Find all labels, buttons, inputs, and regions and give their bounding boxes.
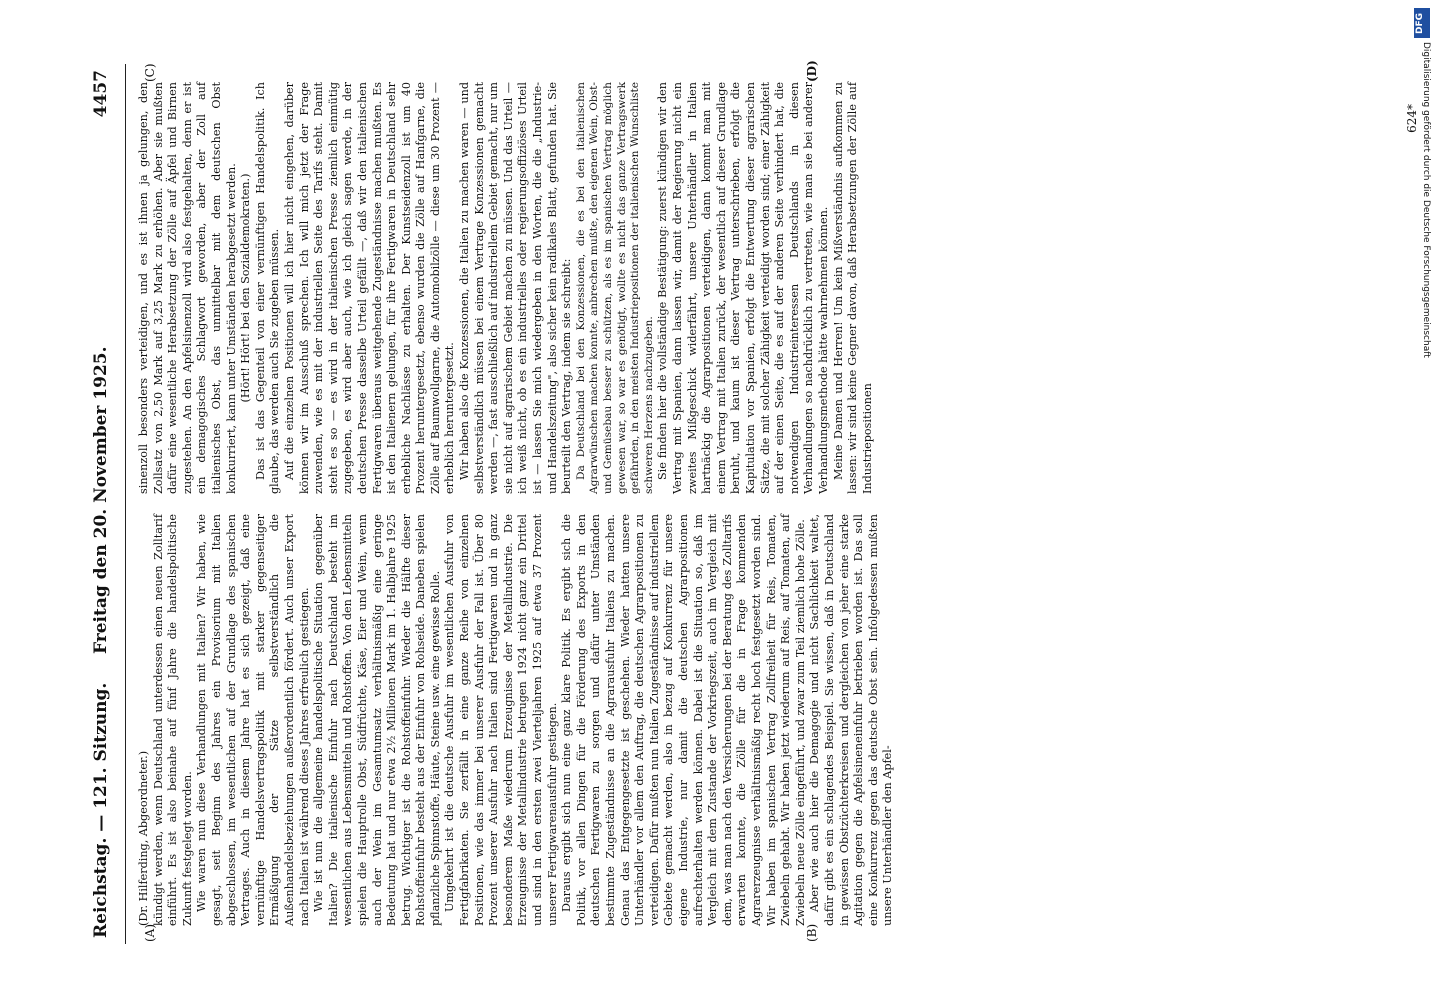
page-number: 4457 xyxy=(91,70,111,118)
paragraph: sinenzoll besonders verteidigen, und es ist ihnen ja gelungen, den Zollsatz von 2,50 Mark auf 3,25 Mark zu erhöhen. Aber sie mußten dafür eine wesentliche Herabsetzung der Zölle auf Äpfel und Birnen zugestehen. An den Apfelsinenzoll wird also festgehalten, denn er ist ein demagogisches Schlagwort geworden, aber der Zoll auf italienisches Obst, das unmittelbar mit dem deutschen Obst konkurriert, kann unter Umständen herabgesetzt werden. xyxy=(137,82,238,494)
margin-mark-b: (B) xyxy=(805,923,819,942)
quotation: Da Deutschland bei den Konzessionen, die es bei den italienischen Agrarwünschen machen konnte, anbrechen mußte, den eigenen Wein, Obst- und Gemüsebau besser zu schützen, als es im spanischen Vertrag möglich gewesen war, so war es genötigt, wollte es nicht das ganze Vertragswerk gefährden, in den meisten Industriepositionen der italienischen Wunschliste schweren Herzens nachzugeben. xyxy=(574,82,655,494)
margin-mark-a: (A) xyxy=(143,923,157,942)
paragraph: Daraus ergibt sich nun eine ganz klare Politik. Es ergibt sich die Politik, vor allen Dingen für die Förderung des Exports in den deutschen Fertigwaren zu sorgen und dafür unter Umständen bestimmte Zugeständnisse an die Agrarausfuhr Italiens zu machen. Genau das Entgegengesetzte ist geschehen. Wieder hatten unsere Unterhändler vor allem den Auftrag, die deutschen Agrarpositionen zu verteidigen. Dafür mußten nun Italien Zugeständnisse auf industriellem Gebiete gemacht werden, also in bezug auf Konkurrenz für unsere eigene Industrie, nur damit die deutschen Agrarpositionen aufrechterhalten werden können. Dabei ist die Situation so, daß im Vergleich mit dem Zustande der Vorkriegszeit, auch im Vergleich mit dem, was man nach den Versicherungen bei der Beratung des Zolltarifs erwarten konnte, die Zölle für die in Frage kommenden Agrarerzeugnisse verhältnismäßig recht hoch festgesetzt worden sind. Wir haben im spanischen Vertrag Zollfreiheit für Reis, Tomaten, Zwiebeln gehabt. Wir haben jetzt wiederum auf Reis, auf Tomaten, auf Zwiebeln neue Zölle eingeführt, und zwar zum Teil ziemlich hohe Zölle. xyxy=(560,514,807,926)
header-date: Freitag den 20. November 1925. xyxy=(91,346,111,654)
paragraph: Meine Damen und Herren! Um kein Mißverständnis aufkommen zu lassen: wir sind keine Gegner davon, daß Herabsetzungen der Zölle auf Industriepositionen xyxy=(831,82,874,494)
header-left: Reichstag. — 121. Sitzung. xyxy=(91,682,111,938)
speaker-line: (Dr. Hilferding, Abgeordneter.) xyxy=(137,750,150,926)
paragraph: Umgekehrt ist die deutsche Ausfuhr im wesentlichen Ausfuhr von Fertigfabrikaten. Sie zerfällt in eine ganze Reihe von einzelnen Positionen, wie das immer bei unserer Ausfuhr der Fall ist. Über 80 Prozent unserer Ausfuhr nach Italien sind Fertigwaren und in ganz besonderem Maße wiederum Erzeugnisse der Metallindustrie. Die Erzeugnisse der Metallindustrie betrugen 1924 nicht ganz ein Drittel und sind in den ersten zwei Vierteljahren 1925 auf etwa 37 Prozent unserer Fertigwarenausfuhr gestiegen. xyxy=(443,514,559,926)
rotated-document-page xyxy=(85,60,1434,944)
left-column xyxy=(137,514,896,926)
dfg-logo: DFG xyxy=(1414,8,1430,38)
right-column xyxy=(137,82,875,494)
page-header xyxy=(85,64,126,944)
signature-mark: 624* xyxy=(1405,104,1419,133)
paragraph: Wie waren nun diese Verhandlungen mit Italien? Wir haben, wie gesagt, seit Beginn des Jahres ein Provisorium mit Italien abgeschlossen, im wesentlichen auf der Grundlage des spanischen Vertrages. Auch in diesem Jahre hat es sich gezeigt, daß eine vernünftige Handelsvertragspolitik mit starker gegenseitiger Ermäßigung der Sätze selbstverständlich die Außenhandelsbeziehungen außerordentlich fördert. Auch unser Export nach Italien ist während dieses Jahres erfreulich gestiegen. xyxy=(195,514,311,926)
dfg-credit: Digitalisierung gefördert durch die Deutsche Forschungsgemeinschaft xyxy=(1421,42,1431,358)
interjection: (Hört! Hört! bei den Sozialdemokraten.) xyxy=(239,173,253,403)
paragraph: Sie finden hier die vollständige Bestätigung: zuerst kündigen wir den Vertrag mit Spanien, dann lassen wir, damit der Regierung nicht ein zweites Mißgeschick widerfährt, unsere Unterhändler in Italien hartnäckig die Agrarpositionen verteidigen, dann kommt man mit einem Vertrag mit Italien zurück, der wesentlich auf dieser Grundlage beruht, und kaum ist dieser Vertrag unterschrieben, erfolgt die Kapitulation vor Spanien, erfolgt die Entwertung dieser agrarischen Sätze, die mit solcher Zähigkeit verteidigt worden sind; einer Zähigkeit auf der einen Seite, die es auf der anderen Seite verhindert hat, die notwendigen Industrieinteressen Deutschlands in diesen Verhandlungen so nachdrücklich zu vertreten, wie man sie bei anderer Verhandlungsmethode hätte wahrnehmen können. xyxy=(656,82,830,494)
paragraph: Aber wie auch hier die Demagogie und nicht Sachlichkeit waltet, dafür gibt es ein schlagendes Beispiel. Sie wissen, daß in Deutschland in gewissen Obstzüchterkreisen und dergleichen von jeher eine starke Agitation gegen die Apfelsineneinfuhr betrieben worden ist. Das soll eine Konkurrenz gegen das deutsche Obst sein. Infolgedessen mußten unsere Unterhändler den Apfel- xyxy=(808,514,895,926)
paragraph: Wie ist nun die allgemeine handelspolitische Situation gegenüber Italien? Die italienische Einfuhr nach Deutschland besteht im wesentlichen aus Lebensmitteln und Rohstoffen. Von den Lebensmitteln spielen die Hauptrolle Obst, Südfrüchte, Käse, Eier und Wein, wenn auch der Wein im Gesamtumsatz verhältnismäßig eine geringe Bedeutung hat und nur etwa 2½ Millionen Mark im 1. Halbjahre 1925 betrug. Wichtiger ist die Rohstoffeinfuhr. Wieder die Hälfte dieser Rohstoffeinfuhr besteht aus der Einfuhr von Rohseide. Daneben spielen pflanzliche Spinnstoffe, Häute, Steine usw. eine gewisse Rolle. xyxy=(312,514,442,926)
paragraph: Wir haben also die Konzessionen, die Italien zu machen waren — und selbstverständlich müssen bei einem Vertrage Konzessionen gemacht werden —, fast ausschließlich auf industriellem Gebiet gemacht, nur um sie nicht auf agrarischem Gebiet machen zu müssen. Und das Urteil — ich weiß nicht, ob es ein industrielles oder regierungsoffiziöses Urteil ist — lassen Sie mich wiedergeben in den Worten, die die „Industrie- und Handelszeitung", also sicher kein radikales Blatt, gefunden hat. Sie beurteilt den Vertrag, indem sie schreibt: xyxy=(458,82,574,494)
margin-mark-d: (D) xyxy=(805,60,819,82)
margin-mark-c: (C) xyxy=(143,63,157,82)
paragraph: Auf die einzelnen Positionen will ich hier nicht eingehen, darüber können wir im Ausschuß sprechen. Ich will mich jetzt der Frage zuwenden, wie es mit der industriellen Seite des Tarifs steht. Damit steht es so — es wird in der italienischen Presse ziemlich einmütig zugegeben, es wird aber auch, wie ich gleich sagen werde, in der deutschen Presse dasselbe Urteil gefällt —, daß wir den italienischen Fertigwaren überaus weitgehende Zugeständnisse machen mußten. Es ist den Italienern gelungen, für ihre Fertigwaren in Deutschland sehr erhebliche Nachlässe zu erhalten. Der Kunstseidenzoll ist um 40 Prozent heruntergesetzt, ebenso wurden die Zölle auf Hanfgarne, die Zölle auf Baumwollgarne, die Automobilzölle — diese um 30 Prozent — erheblich heruntergesetzt. xyxy=(282,82,457,494)
paragraph: Das ist das Gegenteil von einer vernünftigen Handelspolitik. Ich glaube, das werden auch Sie zugeben müssen. xyxy=(253,82,282,494)
paragraph: kündigt werden, wenn Deutschland unterdessen einen neuen Zolltarif einführt. Es ist also beinahe auf fünf Jahre die handelspolitische Zukunft festgelegt worden. xyxy=(151,514,194,926)
